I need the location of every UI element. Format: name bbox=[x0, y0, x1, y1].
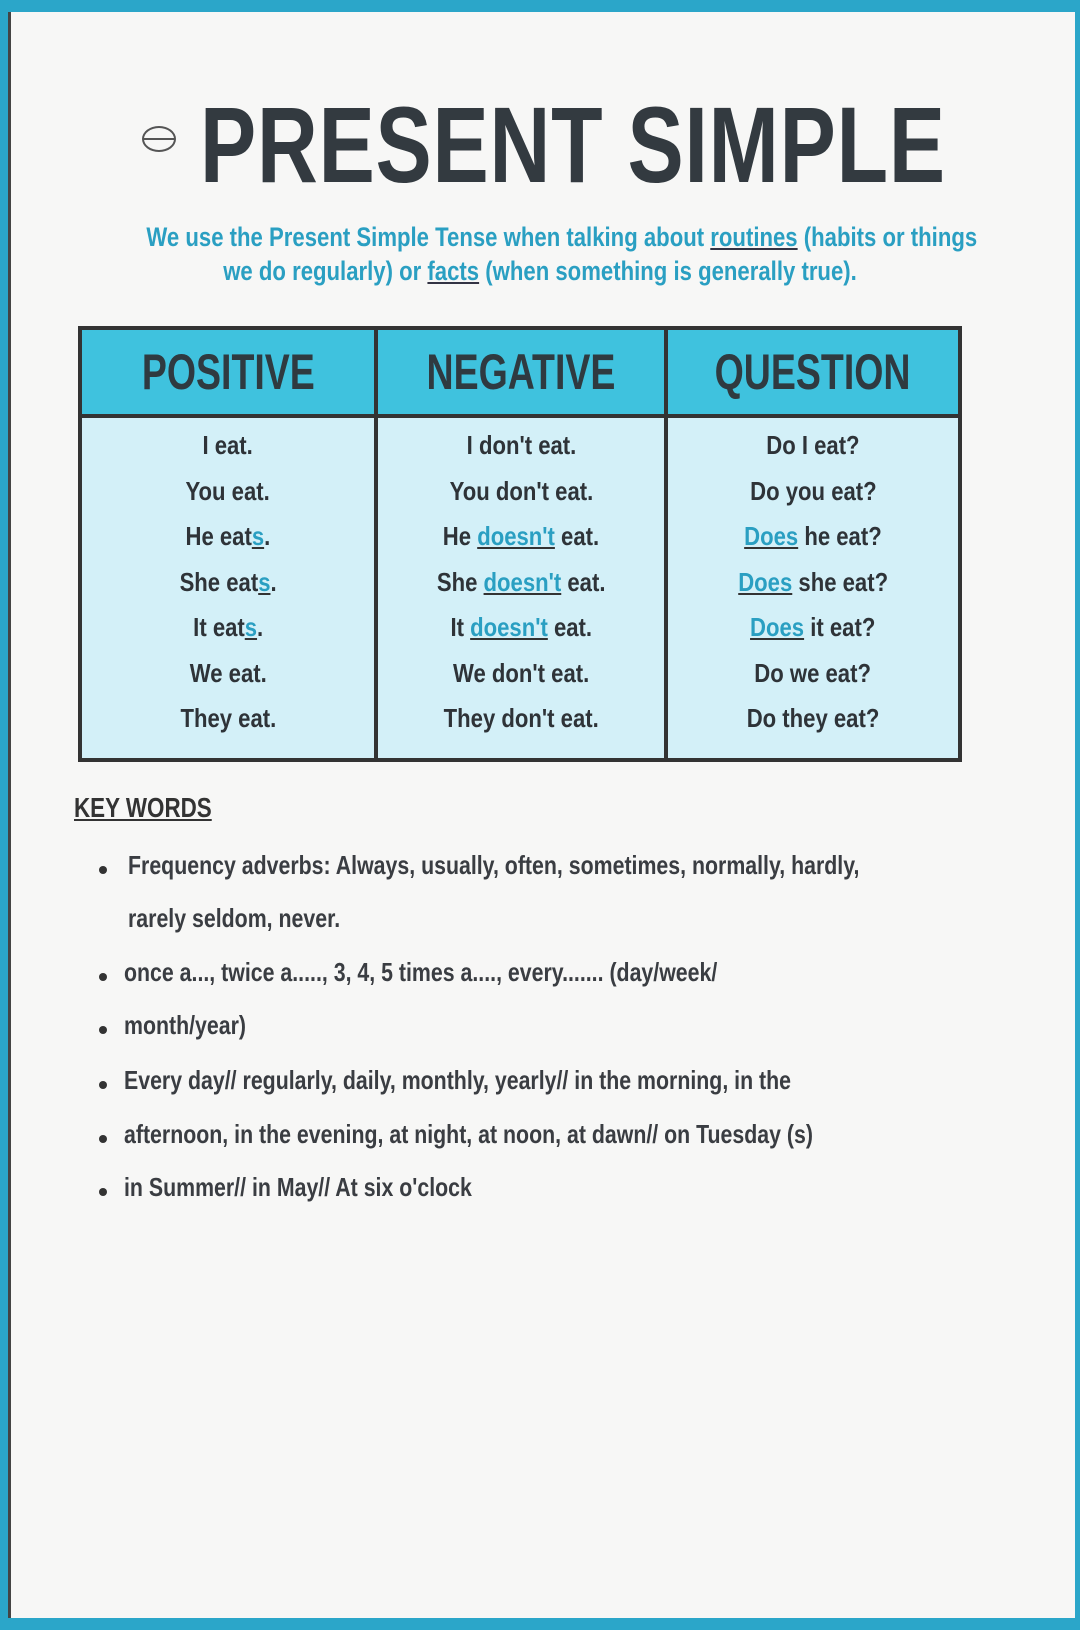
column-negative bbox=[378, 418, 668, 758]
table-cell: Do they eat? bbox=[746, 703, 880, 733]
key-word-line: month/year) bbox=[124, 1010, 247, 1040]
table-cell: We don't eat. bbox=[452, 657, 590, 688]
table-cell: Does he eat? bbox=[744, 521, 882, 551]
bullet-icon bbox=[99, 1188, 107, 1196]
table-cell: She eats. bbox=[179, 566, 277, 597]
table-cell: Does it eat? bbox=[750, 612, 876, 642]
bullet-icon bbox=[99, 1026, 107, 1034]
table-cell: They eat. bbox=[180, 703, 276, 733]
bullet-icon bbox=[99, 1135, 107, 1143]
table-cell: She doesn't eat. bbox=[436, 566, 606, 597]
column-question bbox=[668, 418, 958, 758]
table-cell: Do we eat? bbox=[754, 657, 872, 688]
header-positive: POSITIVE bbox=[82, 330, 378, 418]
key-word-line: in Summer// in May// At six o'clock bbox=[124, 1172, 472, 1202]
key-word-line: rarely seldom, never. bbox=[128, 903, 341, 933]
table-cell: I don't eat. bbox=[466, 430, 576, 460]
present-simple-table bbox=[78, 326, 962, 762]
table-cell: It eats. bbox=[192, 612, 264, 642]
table-cell: They don't eat. bbox=[443, 703, 599, 733]
table-cell: He eats. bbox=[185, 521, 271, 551]
intro-line-2: we do regularly) or facts (when something is generally true). bbox=[223, 256, 857, 286]
key-words-heading: KEY WORDS bbox=[74, 792, 212, 823]
table-cell: Do I eat? bbox=[766, 430, 860, 460]
intro-line-1: We use the Present Simple Tense when talking about routines (habits or things bbox=[146, 222, 978, 252]
table-cell: Do you eat? bbox=[749, 475, 877, 506]
table-cell: I eat. bbox=[202, 430, 254, 460]
header-negative: NEGATIVE bbox=[378, 330, 668, 418]
table-cell: You don't eat. bbox=[449, 475, 593, 506]
bullet-icon bbox=[99, 973, 107, 981]
key-word-line: Every day// regularly, daily, monthly, yearly// in the morning, in the bbox=[124, 1065, 792, 1095]
globe-icon bbox=[142, 126, 176, 152]
key-word-line: once a..., twice a....., 3, 4, 5 times a...., every....... (day/week/ bbox=[124, 957, 718, 987]
table-cell: He doesn't eat. bbox=[442, 521, 600, 551]
routines-highlight: routines bbox=[710, 222, 798, 252]
column-positive bbox=[82, 418, 378, 758]
page-title: PRESENT SIMPLE bbox=[200, 84, 946, 205]
facts-highlight: facts bbox=[427, 256, 480, 286]
header-question: QUESTION bbox=[668, 330, 958, 418]
key-word-line: Frequency adverbs: Always, usually, often, sometimes, normally, hardly, bbox=[128, 850, 860, 880]
table-cell: You eat. bbox=[185, 475, 271, 506]
bullet-icon bbox=[99, 1081, 107, 1089]
key-word-line: afternoon, in the evening, at night, at noon, at dawn// on Tuesday (s) bbox=[124, 1119, 813, 1149]
bullet-icon bbox=[99, 866, 107, 874]
table-cell: It doesn't eat. bbox=[450, 612, 592, 642]
table-cell: We eat. bbox=[189, 657, 267, 688]
table-cell: Does she eat? bbox=[738, 566, 888, 597]
